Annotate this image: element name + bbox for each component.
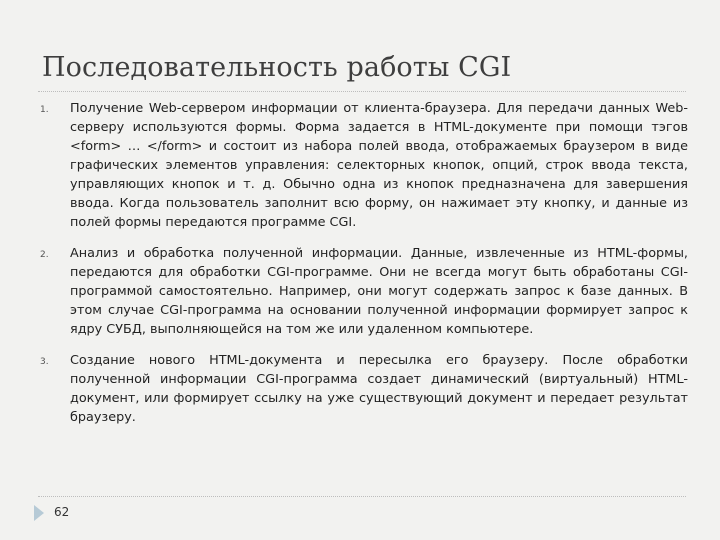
list-item: [40, 244, 688, 339]
list-item-text: Получение Web-сервером информации от клиента-браузера. Для передачи данных Web-серверу используются формы. Форма задается в HTML-документе при помощи тэгов <form> … </form> и состоит из набора полей ввода, отображаемых браузером в виде графических элементов управления: селекторных кнопок, опций, строк ввода текста, управляющих кнопок и т. д. Обычно одна из кнопок предназначена для завершения ввода. Когда пользователь заполнит всю форму, он нажимает эту кнопку, и данные из полей формы передаются программе CGI.: [70, 101, 688, 230]
list-item-text: Анализ и обработка полученной информации. Данные, извлеченные из HTML-формы, передаются для обработки CGI-программе. Они не всегда могут быть обработаны CGI-программой самостоятельно. Например, они могут содержать запрос к базе данных. В этом случае CGI-программа на основании полученной информации формирует запрос к ядру СУБД, выполняющейся на том же или удаленном компьютере.: [70, 246, 688, 337]
list-item-number: 2.: [40, 250, 49, 260]
list-item: [40, 351, 688, 427]
slide-title: Последовательность работы CGI: [42, 52, 512, 83]
list-item: [40, 99, 688, 232]
numbered-list: [40, 99, 688, 439]
list-item-number: 3.: [40, 357, 49, 367]
title-divider: [38, 91, 686, 92]
list-item-text: Создание нового HTML-документа и пересылка его браузеру. После обработки полученной информации CGI-программа создает динамический (виртуальный) HTML-документ, или формирует ссылку на уже существующий документ и передает результат браузеру.: [70, 353, 688, 425]
footer-divider: [38, 496, 686, 497]
triangle-marker-icon: [34, 505, 44, 521]
page-number: 62: [54, 505, 70, 519]
list-item-number: 1.: [40, 105, 49, 115]
